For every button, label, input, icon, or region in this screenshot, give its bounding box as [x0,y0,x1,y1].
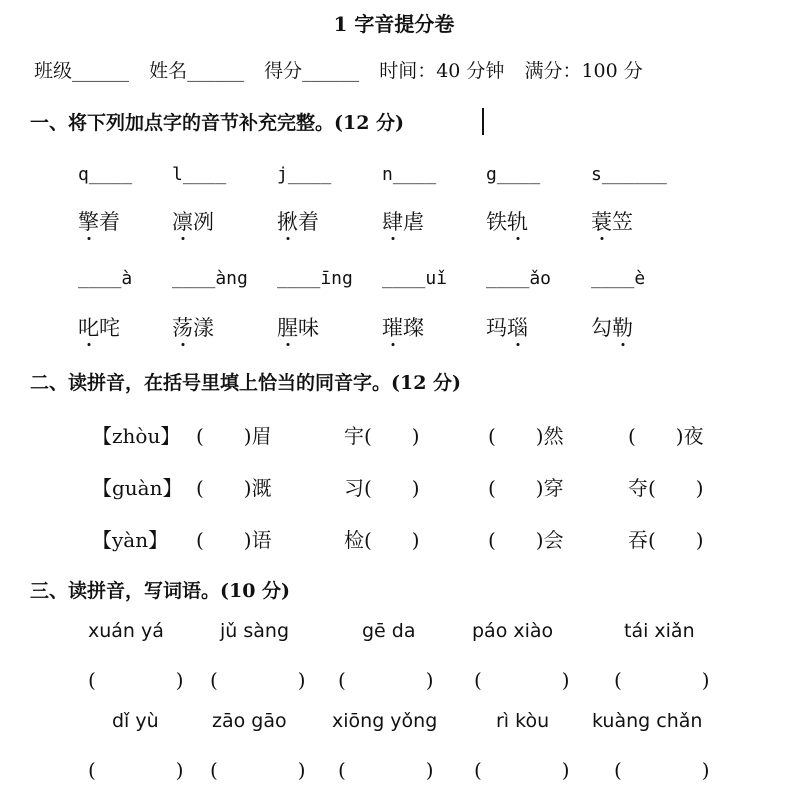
pinyin-blank[interactable]: l____ [172,164,227,185]
word-part: 虐 [403,210,424,234]
dotted-word [172,312,214,342]
pinyin-label: 【zhòu】 [92,424,181,448]
page-title: 1 字音提分卷 [333,12,455,36]
pinyin-word: páo xiào [472,620,554,642]
word-part: 璨 [403,316,424,340]
pinyin-word: tái xiǎn [624,620,695,642]
answer-box[interactable]: ( ) [614,758,710,782]
answer-box[interactable]: ( ) [210,668,306,692]
homophone-blank[interactable]: 习( ) [344,476,420,500]
answer-box[interactable]: ( ) [88,758,184,782]
class-field[interactable]: 班级______ [34,60,130,82]
dotted-char: 蓑 [591,210,612,234]
word-part: 冽 [193,210,214,234]
answer-box[interactable]: ( ) [474,668,570,692]
pinyin-blank[interactable]: j____ [277,164,332,185]
pinyin-word: xiōng yǒng [332,710,438,732]
dotted-word [486,312,528,342]
word-part: 玛 [486,316,507,340]
word-part: 漾 [193,316,214,340]
dotted-char: 肆 [382,210,403,234]
dotted-char: 腥 [277,316,298,340]
dotted-word [382,312,424,342]
dotted-char: 荡 [172,316,193,340]
word-part: 笠 [612,210,633,234]
section2-heading: 二、读拼音，在括号里填上恰当的同音字。(12 分) [30,372,462,394]
full-score-label: 满分：100 分 [524,60,643,82]
dotted-char: 瑙 [507,316,528,340]
dotted-char: 勒 [612,316,633,340]
student-info-line [34,56,657,83]
dotted-char: 擎 [78,210,99,234]
homophone-blank[interactable]: 检( ) [344,528,420,552]
word-part: 勾 [591,316,612,340]
word-part: 着 [298,210,319,234]
pinyin-word: xuán yá [88,620,164,642]
dotted-word [591,312,633,342]
dotted-word [277,206,319,236]
pinyin-label: 【guàn】 [92,476,183,500]
dotted-word [591,206,633,236]
word-part: 铁 [486,210,507,234]
pinyin-blank[interactable]: ____à [78,268,133,289]
score-field[interactable]: 得分______ [264,60,360,82]
homophone-blank[interactable]: ( )会 [488,528,564,552]
dotted-word [78,312,120,342]
dotted-char: 璀 [382,316,403,340]
dotted-word [277,312,319,342]
homophone-blank[interactable]: ( )夜 [628,424,704,448]
pinyin-blank[interactable]: ____ǎo [486,268,552,289]
pinyin-word: kuàng chǎn [592,710,703,732]
dotted-word [382,206,424,236]
dotted-word [486,206,528,236]
pinyin-blank[interactable]: ____è [591,268,646,289]
homophone-blank[interactable]: ( )溉 [196,476,272,500]
pinyin-word: dǐ yù [112,710,159,732]
dotted-char: 叱 [78,316,99,340]
dotted-word [78,206,120,236]
homophone-blank[interactable]: 夺( ) [628,476,704,500]
pinyin-blank[interactable]: ____àng [172,268,248,289]
pinyin-label: 【yàn】 [92,528,169,552]
name-field[interactable]: 姓名______ [149,60,245,82]
pinyin-word: zāo gāo [212,710,287,732]
answer-box[interactable]: ( ) [614,668,710,692]
dotted-char: 揪 [277,210,298,234]
dotted-word [172,206,214,236]
pinyin-word: jǔ sàng [220,620,290,642]
pinyin-word: gē da [362,620,416,642]
word-part: 味 [298,316,319,340]
homophone-blank[interactable]: ( )穿 [488,476,564,500]
homophone-blank[interactable]: ( )然 [488,424,564,448]
pinyin-blank[interactable]: g____ [486,164,541,185]
pinyin-blank[interactable]: ____uǐ [382,268,448,289]
homophone-blank[interactable]: ( )语 [196,528,272,552]
homophone-blank[interactable]: 吞( ) [628,528,704,552]
answer-box[interactable]: ( ) [338,758,434,782]
dotted-char: 凛 [172,210,193,234]
section3-heading: 三、读拼音，写词语。(10 分) [30,580,291,602]
homophone-blank[interactable]: ( )眉 [196,424,272,448]
homophone-blank[interactable]: 宇( ) [344,424,420,448]
answer-box[interactable]: ( ) [338,668,434,692]
pinyin-blank[interactable]: n____ [382,164,437,185]
pinyin-blank[interactable]: ____īng [277,268,353,289]
answer-box[interactable]: ( ) [88,668,184,692]
pinyin-word: rì kòu [496,710,550,732]
dotted-char: 轨 [507,210,528,234]
time-label: 时间：40 分钟 [379,60,505,82]
section1-heading: 一、将下列加点字的音节补充完整。(12 分) [30,112,405,134]
word-part: 咤 [99,316,120,340]
pinyin-blank[interactable]: q____ [78,164,133,185]
answer-box[interactable]: ( ) [474,758,570,782]
word-part: 着 [99,210,120,234]
pinyin-blank[interactable]: s______ [591,164,667,185]
text-cursor [482,108,484,135]
answer-box[interactable]: ( ) [210,758,306,782]
